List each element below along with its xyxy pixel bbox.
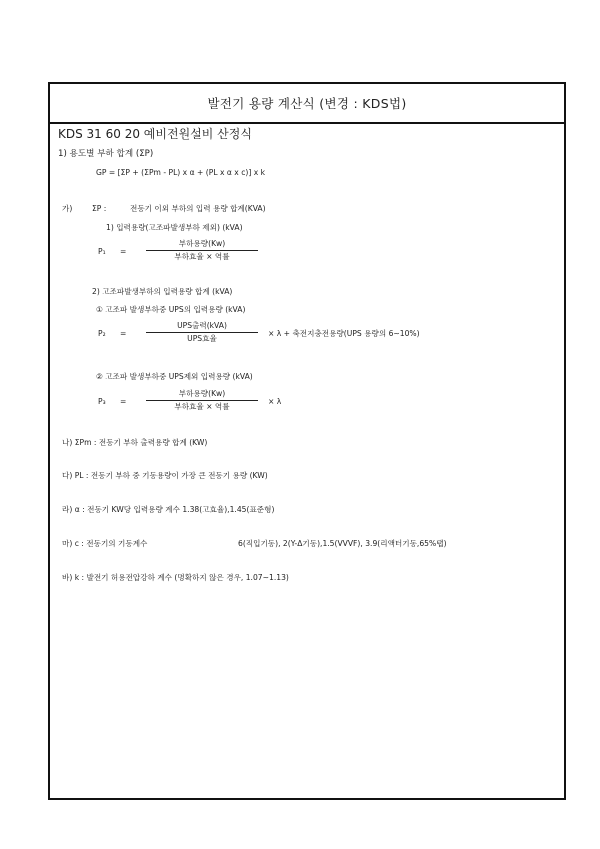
- p1-denominator: 부하효율 × 역률: [174, 251, 230, 261]
- ba-definition: 바) k : 발전기 허용전압강하 계수 (명확하지 않은 경우, 1.07~1.13): [62, 573, 289, 582]
- p3-numerator: 부하용량(Kw): [178, 389, 226, 398]
- document-title: 발전기 용량 계산식 (변경 : KDS법): [50, 84, 564, 124]
- p3-denominator: 부하효율 × 역률: [174, 401, 230, 411]
- ra-definition: 라) α : 전동기 KW당 입력용량 계수 1.38(고효율),1.45(표준형): [62, 505, 275, 514]
- p3-tail: × λ: [268, 397, 282, 406]
- item2-sub1: ① 고조파 발생부하중 UPS의 입력용량 (kVA): [96, 305, 246, 314]
- da-definition: 다) PL : 전동기 부하 중 기동용량이 가장 큰 전동기 용량 (KW): [62, 471, 268, 480]
- p1-numerator: 부하용량(Kw): [178, 239, 226, 248]
- na-definition: 나) ΣPm : 전동기 부하 출력용량 합계 (KW): [62, 438, 208, 447]
- item2-sub2: ② 고조파 발생부하중 UPS제외 입력용량 (kVA): [96, 372, 253, 381]
- fraction-bar: [146, 250, 258, 251]
- item1-label: 1) 입력용량(고조파발생부하 제외) (kVA): [106, 223, 243, 232]
- generator-formula: GP = [ΣP + (ΣPm - PL) x α + (PL x α x c)] x k: [96, 168, 266, 177]
- p2-numerator: UPS출력(kVA): [177, 321, 227, 330]
- p3-fraction: [146, 390, 258, 410]
- section1-label: 1) 용도별 부하 합계 (ΣP): [58, 149, 154, 159]
- ga-marker: 가): [62, 204, 73, 213]
- ma-definition: 마) c : 전동기의 기동계수: [62, 539, 148, 548]
- p1-fraction: [146, 240, 258, 260]
- p1-equals: =: [120, 247, 127, 256]
- ga-symbol: ΣP :: [92, 204, 107, 213]
- section-heading: KDS 31 60 20 예비전원설비 산정식: [58, 127, 252, 141]
- p2-denominator: UPS효율: [187, 333, 217, 343]
- p2-fraction: [146, 322, 258, 342]
- ga-description: 전동기 이외 부하의 입력 용량 합계(KVA): [130, 204, 266, 213]
- fraction-bar: [146, 332, 258, 333]
- p3-variable: P₃: [98, 397, 106, 406]
- ma-values: 6(직입기동), 2(Y-Δ기동),1.5(VVVF), 3.9(리액터기동,65%탭): [238, 539, 447, 548]
- p2-equals: =: [120, 329, 127, 338]
- item2-label: 2) 고조파발생부하의 입력용량 합계 (kVA): [92, 287, 233, 296]
- p2-variable: P₂: [98, 329, 106, 338]
- p2-tail: × λ + 축전지충전용량(UPS 용량의 6~10%): [268, 329, 420, 338]
- p3-equals: =: [120, 397, 127, 406]
- fraction-bar: [146, 400, 258, 401]
- p1-variable: P₁: [98, 247, 106, 256]
